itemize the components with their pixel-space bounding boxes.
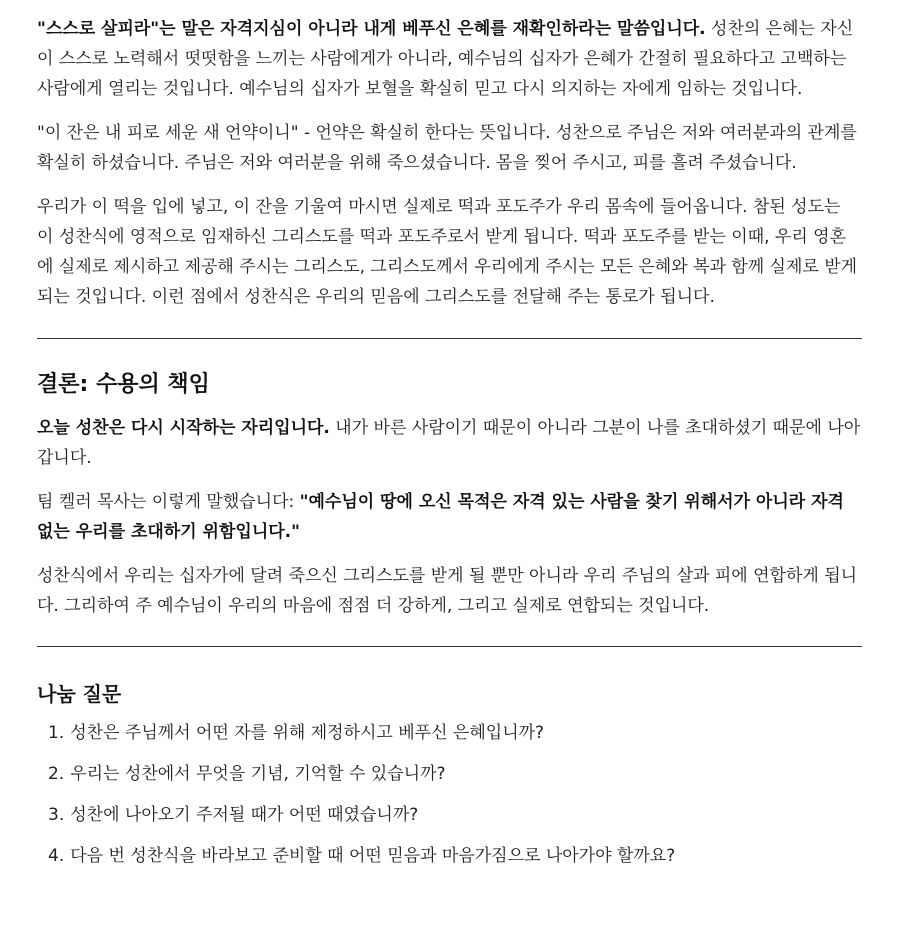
section-divider <box>37 646 862 647</box>
paragraph-text: 팀 켈러 목사는 이렇게 말했습니다: <box>37 492 300 512</box>
paragraph-text: 내가 바른 사람이기 때문이 아니라 그분이 나를 초대하셨기 때문에 나아갑니다. <box>37 418 861 468</box>
list-number: 4. <box>48 846 65 866</box>
paragraph-tim-keller-quote <box>37 487 862 547</box>
list-item-text: 우리는 성찬에서 무엇을 기념, 기억할 수 있습니까? <box>70 764 446 784</box>
bold-quote: "예수님이 땅에 오신 목적은 자격 있는 사람을 찾기 위해서가 아니라 자격 없는 우리를 초대하기 위함입니다." <box>37 492 844 542</box>
questions-heading: 나눔 질문 <box>37 682 122 706</box>
bold-lead: "스스로 살피라"는 말은 자격지심이 아니라 내게 베푸신 은혜를 재확인하라는 말씀입니다. <box>37 19 706 39</box>
list-item <box>48 718 862 748</box>
paragraph-self-examination <box>37 0 862 104</box>
bold-lead: 오늘 성찬은 다시 시작하는 자리입니다. <box>37 418 330 438</box>
list-item-text: 다음 번 성찬식을 바라보고 준비할 때 어떤 믿음과 마음가짐으로 나아가야 할까요? <box>70 846 676 866</box>
paragraph-text: 성찬의 은혜는 자신이 스스로 노력해서 떳떳함을 느끼는 사람에게가 아니라, 예수님의 십자가 은혜가 간절히 필요하다고 고백하는 사람에게 열리는 것입니다. 예수님의 십자가 보혈을 확실히 믿고 다시 의지하는 자에게 임하는 것입니다. <box>37 19 854 99</box>
list-number: 2. <box>48 764 65 784</box>
paragraph-union: 성찬식에서 우리는 십자가에 달려 죽으신 그리스도를 받게 될 뿐만 아니라 우리 주님의 살과 피에 연합하게 됩니다. 그리하여 주 예수님이 우리의 마음에 점점 더 강하게, 그리고 실제로 연합되는 것입니다. <box>37 566 858 616</box>
list-item <box>48 841 862 871</box>
paragraph-covenant: "이 잔은 내 피로 세운 새 언약이니" - 언약은 확실히 한다는 뜻입니다. 성찬으로 주님은 저와 여러분과의 관계를 확실히 하셨습니다. 주님은 저와 여러분을 위해 죽으셨습니다. 몸을 찢어 주시고, 피를 흘려 주셨습니다. <box>37 123 857 173</box>
paragraph-new-beginning <box>37 413 862 473</box>
list-item <box>48 759 862 789</box>
list-number: 1. <box>48 723 65 743</box>
paragraph-real-presence: 우리가 이 떡을 입에 넣고, 이 잔을 기울여 마시면 실제로 떡과 포도주가 우리 몸속에 들어옵니다. 참된 성도는 이 성찬식에 영적으로 임재하신 그리스도를 떡과 포도주로서 받게 됩니다. 떡과 포도주를 받는 이때, 우리 영혼에 실제로 제시하고 제공해 주시는 그리스도, 그리스도께서 우리에게 주시는 모든 은혜와 복과 함께 실제로 받게 되는 것입니다. 이런 점에서 성찬식은 우리의 믿음에 그리스도를 전달해 주는 통로가 됩니다. <box>37 197 858 307</box>
section-divider <box>37 338 862 339</box>
list-item-text: 성찬에 나아오기 주저될 때가 어떤 때였습니까? <box>70 805 419 825</box>
list-number: 3. <box>48 805 65 825</box>
list-item-text: 성찬은 주님께서 어떤 자를 위해 제정하시고 베푸신 은혜입니까? <box>70 723 545 743</box>
list-item <box>48 800 862 830</box>
conclusion-heading: 결론: 수용의 책임 <box>37 372 210 397</box>
questions-list <box>37 718 862 871</box>
